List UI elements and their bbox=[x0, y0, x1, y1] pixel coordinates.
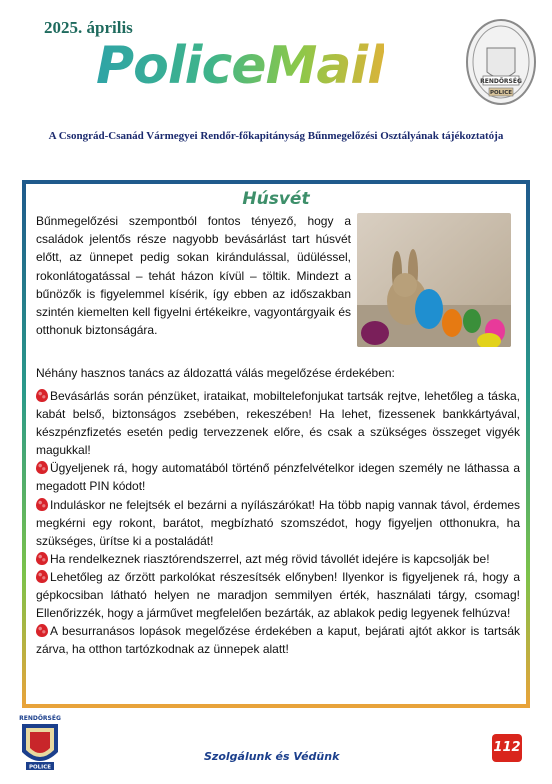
tips-lead: Néhány hasznos tanács az áldozattá válás megelőzése érdekében: bbox=[36, 366, 395, 380]
newsletter-subtitle: A Csongrád-Csanád Vármegyei Rendőr-főkapitányság Bűnmegelőzési Osztályának tájékoztatója bbox=[48, 130, 504, 142]
slogan: Szolgálunk és Védünk bbox=[204, 750, 340, 763]
police-badge-icon bbox=[18, 712, 62, 774]
list-item bbox=[36, 387, 520, 459]
easter-egg-icon bbox=[36, 389, 48, 402]
list-item bbox=[36, 459, 520, 495]
easter-egg-icon bbox=[36, 552, 48, 565]
tip-text: Ha rendelkeznek riasztórendszerrel, azt még rövid távollét idejére is kapcsolják be! bbox=[50, 551, 490, 566]
list-item bbox=[36, 496, 520, 550]
list-item bbox=[36, 568, 520, 622]
tip-text: Induláskor ne felejtsék el bezárni a nyílászárókat! Ha több napig vannak távol, érdemes megkérni egy rokont, barátot, megbízható szomszédot, hogy figyeljen otthonukra, ha szükséges, ürítse ki a postaládát! bbox=[36, 497, 520, 548]
svg-text:RENDŐRSÉG: RENDŐRSÉG bbox=[480, 78, 522, 85]
easter-egg-icon bbox=[36, 461, 48, 474]
tip-text: Bevásárlás során pénzüket, irataikat, mobiltelefonjukat tartsák rejtve, lehetőleg a táska, kabát belső, biztonságos zsebében, rekeszében! Ha lehet, fizessenek bankkártyával, készpénzfizetés esetén pedig tervezzenek előre, és csak a szükséges összeget vigyék magukkal! bbox=[36, 389, 520, 458]
tips-list bbox=[36, 387, 520, 658]
emergency-number-badge: 112 bbox=[492, 734, 522, 762]
svg-text:POLICE: POLICE bbox=[28, 764, 52, 771]
tip-text: Ügyeljenek rá, hogy automatából történő pénzfelvételkor idegen személy ne láthassa a megadott PIN kódot! bbox=[36, 461, 520, 494]
issue-date: 2025. április bbox=[44, 18, 133, 37]
tip-text: A besurranásos lopások megelőzése érdekében a kaput, bejárati ajtót akkor is tartsák zárva, ha otthon tartózkodnak az ünnepek alatt! bbox=[36, 624, 520, 657]
newsletter-logo: PoliceMail bbox=[96, 36, 385, 96]
easter-egg-icon bbox=[36, 570, 48, 583]
easter-egg-icon bbox=[36, 624, 48, 637]
list-item bbox=[36, 550, 520, 568]
easter-egg-icon bbox=[36, 498, 48, 511]
svg-text:RENDŐRSÉG: RENDŐRSÉG bbox=[19, 715, 61, 722]
easter-bunny-photo bbox=[357, 213, 511, 347]
tip-text: Lehetőleg az őrzött parkolókat részesítsék előnyben! Ilyenkor is figyeljenek rá, hogy a gépkocsiban látható helyen ne maradjon semmilyen érték, használati tárgy, csomag! Ellenőrizzék, hogy a járművet megfelelően bezárták, az ablakok pedig legyenek felhúzva! bbox=[36, 569, 520, 621]
svg-text:POLICE: POLICE bbox=[489, 90, 513, 96]
article-title: Húsvét bbox=[242, 189, 310, 209]
list-item bbox=[36, 622, 520, 658]
article-intro: Bűnmegelőzési szempontból fontos tényező, hogy a családok jelentős része nagyobb bevásárlást tart húsvét előtt, az ünnepet pedig sokan kirándulással, üdüléssel, rokonlátogatással – tehát házon kívül – töltik. Mindezt a bűnözők is figyelemmel kísérik, így ebben az időszakban szintén kiemelten kell figyelni értékeikre, vagyontárgyaik és otthonuk biztonságára. bbox=[36, 214, 351, 338]
article-panel bbox=[22, 180, 530, 708]
police-crest-logo bbox=[465, 18, 537, 106]
